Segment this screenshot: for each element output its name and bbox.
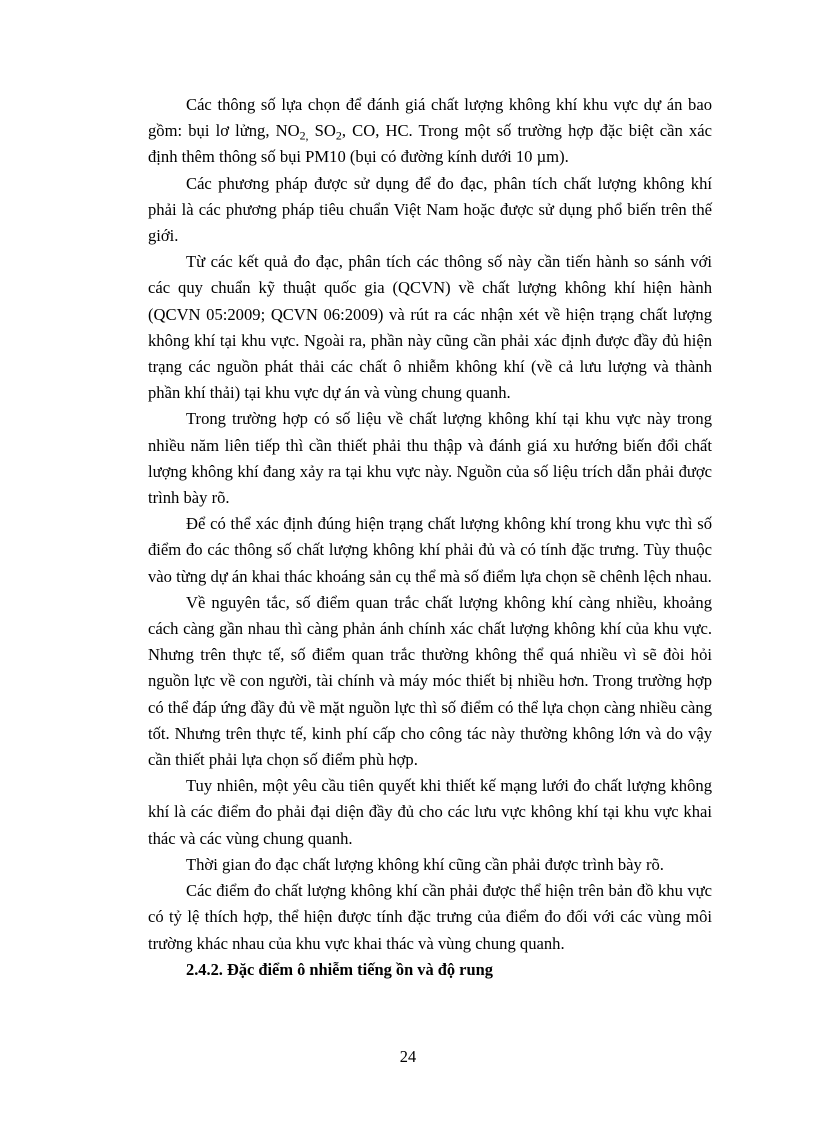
section-heading: 2.4.2. Đặc điểm ô nhiễm tiếng ồn và độ rung [186, 959, 493, 979]
paragraph-5: Để có thể xác định đúng hiện trạng chất lượng không khí trong khu vực thì số điểm đo các thông số chất lượng không khí phải đủ và có tính đặc trưng. Tùy thuộc vào từng dự án khai thác khoáng sản cụ thể mà số điểm lựa chọn sẽ chênh lệch nhau. [148, 514, 712, 586]
paragraph-9: Các điểm đo chất lượng không khí cần phải được thể hiện trên bản đồ khu vực có tỷ lệ thích hợp, thể hiện được tính đặc trưng của điểm đo đối với các vùng môi trường khác nhau của khu vực khai thác và vùng chung quanh. [148, 881, 712, 953]
paragraph-8: Thời gian đo đạc chất lượng không khí cũng cần phải được trình bày rõ. [186, 854, 664, 874]
paragraph-3: Từ các kết quả đo đạc, phân tích các thông số này cần tiến hành so sánh với các quy chuẩn kỹ thuật quốc gia (QCVN) về chất lượng không khí hiện hành (QCVN 05:2009; QCVN 06:2009) và rút ra các nhận xét về hiện trạng chất lượng không khí tại khu vực. Ngoài ra, phần này cũng cần phải xác định được đầy đủ hiện trạng các nguồn phát thải các chất ô nhiễm không khí (về cả lưu lượng và thành phần khí thải) tại khu vực dự án và vùng chung quanh. [148, 252, 712, 403]
document-body [148, 92, 712, 983]
paragraph-4: Trong trường hợp có số liệu về chất lượng không khí tại khu vực này trong nhiều năm liên tiếp thì cần thiết phải thu thập và đánh giá xu hướng biến đổi chất lượng không khí đang xảy ra tại khu vực này. Nguồn của số liệu trích dẫn phải được trình bày rõ. [148, 409, 712, 508]
paragraph-7: Tuy nhiên, một yêu cầu tiên quyết khi thiết kế mạng lưới đo chất lượng không khí là các điểm đo phải đại diện đầy đủ cho các lưu vực không khí tại khu vực khai thác và các vùng chung quanh. [148, 776, 712, 848]
paragraph-2: Các phương pháp được sử dụng để đo đạc, phân tích chất lượng không khí phải là các phương pháp tiêu chuẩn Việt Nam hoặc được sử dụng phổ biến trên thế giới. [148, 173, 712, 246]
page-number: 24 [399, 1047, 417, 1066]
paragraph-1: Các thông số lựa chọn để đánh giá chất lượng không khí khu vực dự án bao gồm: bụi lơ lửng, $NO_{2,}$ $SO_2$, CO, HC. Trong một số trường hợp đặc biệt cần xác định thêm thông số bụi PM10 (bụi có đường kính dưới 10 µm). [148, 95, 713, 167]
paragraph-6: Về nguyên tắc, số điểm quan trắc chất lượng không khí càng nhiều, khoảng cách càng gần nhau thì càng phản ánh chính xác chất lượng không khí của khu vực. Nhưng trên thực tế, số điểm quan trắc thường không thể quá nhiều vì sẽ đòi hỏi nguồn lực về con người, tài chính và máy móc thiết bị nhiều hơn. Trong trường hợp có thể đáp ứng đầy đủ về mặt nguồn lực thì số điểm có thể lựa chọn càng nhiều càng tốt. Nhưng trên thực tế, kinh phí cấp cho công tác này thường không lớn và do vậy cần thiết phải lựa chọn số điểm phù hợp. [148, 592, 712, 770]
